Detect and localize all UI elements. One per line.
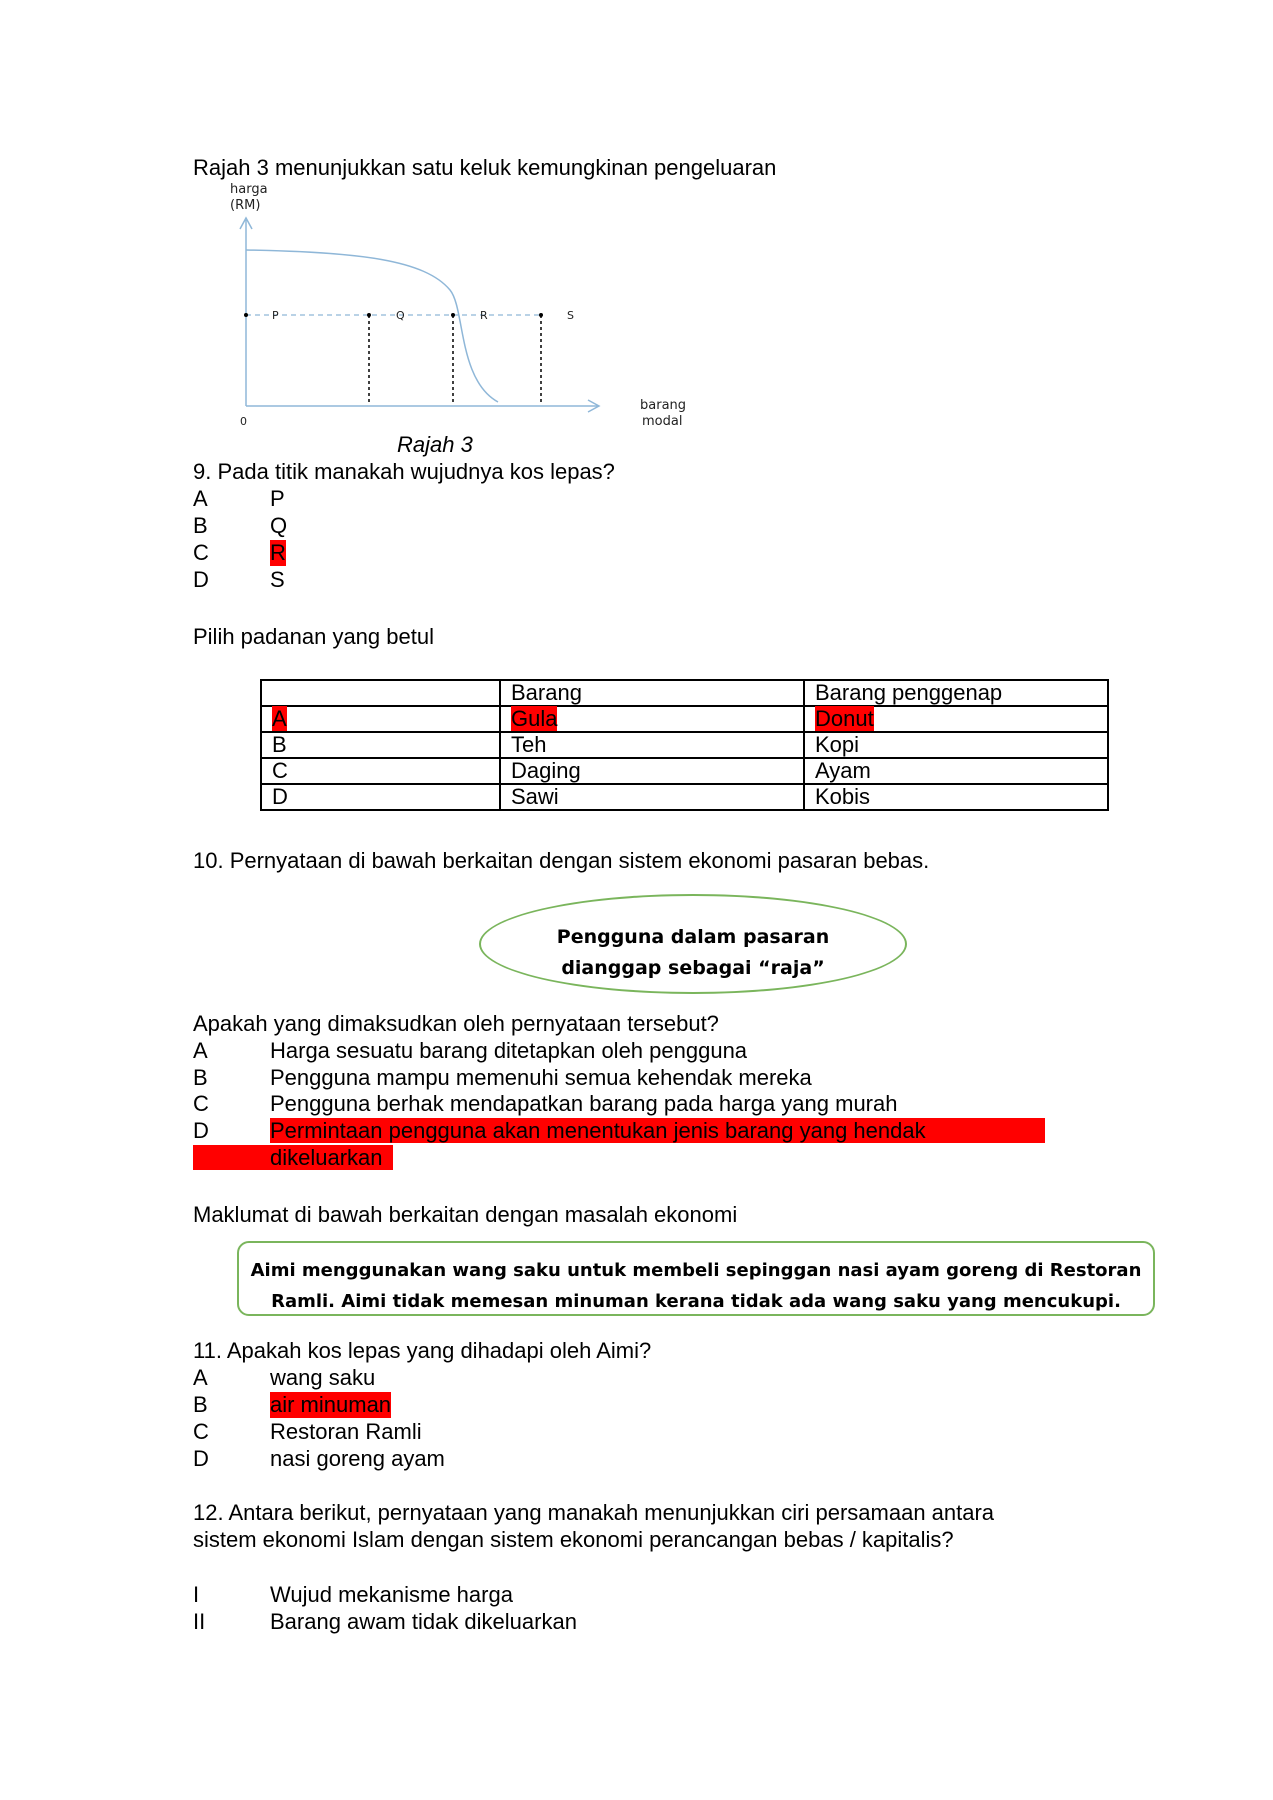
q11-option-a-text: wang saku — [270, 1365, 376, 1390]
q9-option-c-letter: C — [193, 540, 209, 565]
info-line-2: Ramli. Aimi tidak memesan minuman kerana tidak ada wang saku yang mencukupi. — [271, 1291, 1121, 1312]
origin-label: 0 — [240, 415, 247, 428]
table-cell: D — [261, 784, 500, 810]
table-header-row — [261, 680, 1108, 706]
point-r-marker — [451, 313, 455, 317]
row-a-barang: Gula — [511, 706, 558, 731]
q11-option-d-text: nasi goreng ayam — [270, 1446, 445, 1471]
q9-question: 9. Pada titik manakah wujudnya kos lepas? — [193, 459, 615, 484]
info-line-1: Aimi menggunakan wang saku untuk membeli sepinggan nasi ayam goreng di Restoran — [250, 1260, 1142, 1281]
q11-option-a-letter: A — [193, 1365, 208, 1390]
q9-option-c-text: R — [270, 540, 286, 565]
q11-option-b-text: air minuman — [270, 1392, 392, 1417]
table-cell: Kobis — [804, 784, 1108, 810]
table-row — [261, 784, 1108, 810]
q11-question: 11. Apakah kos lepas yang dihadapi oleh Aimi? — [193, 1338, 652, 1363]
point-p-marker — [244, 313, 248, 317]
point-s-marker — [539, 313, 543, 317]
table-cell: C — [261, 758, 500, 784]
q12-question-line-2: sistem ekonomi Islam dengan sistem ekonomi perancangan bebas / kapitalis? — [193, 1527, 954, 1552]
info-intro: Maklumat di bawah berkaitan dengan masalah ekonomi — [193, 1202, 738, 1227]
table-cell: Sawi — [500, 784, 804, 810]
diagram-caption: Rajah 3 — [397, 432, 473, 457]
q9-option-a-letter: A — [193, 486, 208, 511]
q10-option-d-letter: D — [193, 1118, 209, 1143]
diagram-intro: Rajah 3 menunjukkan satu keluk kemungkinan pengeluaran — [193, 155, 777, 180]
table-row — [261, 732, 1108, 758]
q9-option-d-text: S — [270, 567, 285, 592]
table-cell: Teh — [500, 732, 804, 758]
q10-option-c-letter: C — [193, 1091, 209, 1116]
q9-option-b-letter: B — [193, 513, 208, 538]
table-cell: B — [261, 732, 500, 758]
table-header-cell: Barang — [500, 680, 804, 706]
q10-option-d-text: Permintaan pengguna akan menentukan jenis barang yang hendak — [270, 1118, 1045, 1143]
x-axis-label-line2: modal — [642, 414, 683, 429]
q9-option-d-letter: D — [193, 567, 209, 592]
x-axis-label-line1: barang — [640, 398, 687, 413]
q10-option-a-letter: A — [193, 1038, 208, 1063]
q10-question: Apakah yang dimaksudkan oleh pernyataan tersebut? — [193, 1011, 719, 1036]
table-header-cell — [261, 680, 500, 706]
table-cell — [804, 706, 1108, 732]
match-table — [260, 679, 1109, 811]
row-a-letter: A — [272, 706, 287, 731]
q12-statement-i-num: I — [193, 1582, 200, 1607]
point-r-label: R — [480, 309, 488, 322]
table-cell: Ayam — [804, 758, 1108, 784]
q11-option-d-letter: D — [193, 1446, 209, 1471]
q9-option-a-text: P — [270, 486, 285, 511]
q10-option-b-text: Pengguna mampu memenuhi semua kehendak mereka — [270, 1065, 812, 1090]
table-row — [261, 758, 1108, 784]
table-cell: Kopi — [804, 732, 1108, 758]
oval-line-1: Pengguna dalam pasaran — [556, 926, 830, 948]
point-q-label: Q — [396, 309, 405, 322]
table-row — [261, 706, 1108, 732]
q11-option-b-letter: B — [193, 1392, 208, 1417]
table-cell — [500, 706, 804, 732]
q10-statement-oval — [479, 894, 907, 994]
point-q-marker — [367, 313, 371, 317]
q10-option-d-text-continued: dikeluarkan — [193, 1145, 393, 1170]
ppc-diagram — [210, 180, 730, 440]
ppc-curve — [246, 250, 498, 402]
q10-option-b-letter: B — [193, 1065, 208, 1090]
q12-statement-ii-num: II — [193, 1609, 206, 1634]
oval-line-2: dianggap sebagai “raja” — [561, 957, 825, 979]
y-axis-label-line1: harga — [230, 182, 268, 197]
q9-option-b-text: Q — [270, 513, 288, 538]
table-cell — [261, 706, 500, 732]
q11-option-c-text: Restoran Ramli — [270, 1419, 422, 1444]
q12-statement-i-text: Wujud mekanisme harga — [270, 1582, 513, 1607]
match-instruction: Pilih padanan yang betul — [193, 624, 434, 649]
q11-option-c-letter: C — [193, 1419, 209, 1444]
q10-option-c-text: Pengguna berhak mendapatkan barang pada harga yang murah — [270, 1091, 898, 1116]
row-a-penggenap: Donut — [815, 706, 874, 731]
point-s-label: S — [567, 309, 574, 322]
point-p-label: P — [272, 309, 279, 322]
y-axis-label-line2: (RM) — [230, 198, 261, 213]
q12-statement-ii-text: Barang awam tidak dikeluarkan — [270, 1609, 577, 1634]
table-cell: Daging — [500, 758, 804, 784]
table-header-cell: Barang penggenap — [804, 680, 1108, 706]
q10-statement: 10. Pernyataan di bawah berkaitan dengan sistem ekonomi pasaran bebas. — [193, 848, 930, 873]
q10-option-a-text: Harga sesuatu barang ditetapkan oleh pengguna — [270, 1038, 748, 1063]
info-box — [237, 1241, 1155, 1316]
q12-question-line-1: 12. Antara berikut, pernyataan yang manakah menunjukkan ciri persamaan antara — [193, 1500, 995, 1525]
